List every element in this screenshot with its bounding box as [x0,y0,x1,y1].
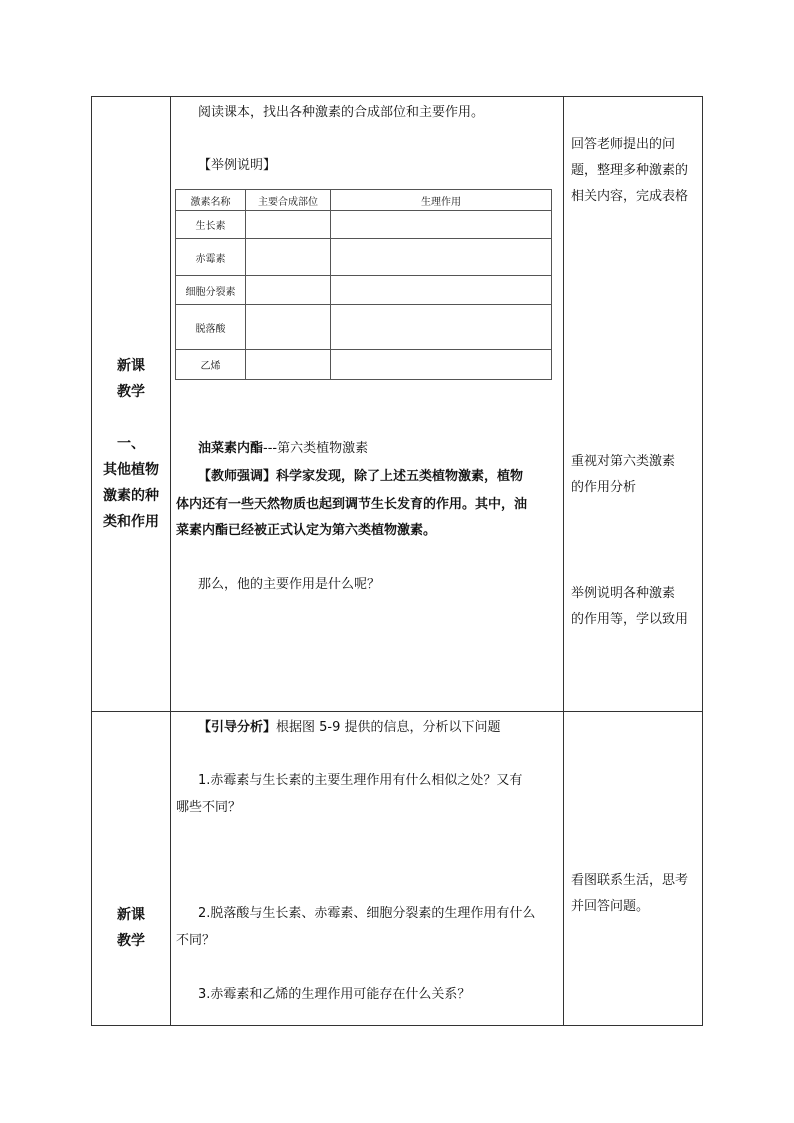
teacher-emphasis-line2: 体内还有一些天然物质也起到调节生长发育的作用。其中，油 [176,497,528,512]
question-2-line1: 2.脱落酸与生长素、赤霉素、细胞分裂素的生理作用有什么 [198,906,536,921]
intro-text: 阅读课本，找出各种激素的合成部位和主要作用。 [198,105,485,120]
table-row-label: 乙烯 [176,350,246,380]
table-row-label: 赤霉素 [176,239,246,276]
right-note-3: 举例说明各种激素 的作用等，学以致用 [571,586,689,627]
section2-left-label: 新课 教学 [117,907,145,949]
guide-analysis-label: 【引导分析】 [198,720,277,735]
table-header-effect: 生理作用 [331,190,552,211]
table-border-right [702,96,703,1026]
teacher-emphasis-label: 【教师强调】 [198,469,277,484]
question-1-line1: 1.赤霉素与生长素的主要生理作用有什么相似之处？又有 [198,773,523,788]
question-3: 3.赤霉素和乙烯的生理作用可能存在什么关系？ [198,987,471,1002]
right-note-4: 看图联系生活，思考 并回答问题。 [571,873,689,914]
table-divider-2 [563,96,564,1026]
table-cell-empty [246,276,331,305]
table-cell-empty [331,305,552,350]
sixth-hormone-title [198,440,368,458]
table-header-site: 主要合成部位 [246,190,331,211]
table-row-label: 生长素 [176,211,246,239]
table-row-label: 脱落酸 [176,305,246,350]
question-text: 那么，他的主要作用是什么呢？ [198,577,381,592]
table-cell-empty [331,211,552,239]
teacher-emphasis-line3: 菜素内酯已经被正式认定为第六类植物激素。 [176,523,437,538]
table-border-top [91,96,703,97]
table-cell-empty [331,239,552,276]
sixth-hormone-suffix: ---第六类植物激素 [263,441,369,456]
hormone-table [175,189,552,380]
table-cell-empty [246,350,331,380]
table-row-label: 细胞分裂素 [176,276,246,305]
question-2-line2: 不同？ [176,933,216,948]
table-cell-empty [246,305,331,350]
table-border-left [91,96,92,1026]
table-border-middle [91,711,703,712]
section1-left-label: 新课 教学 一、 其他植物 激素的种 类和作用 [103,358,159,530]
right-note-2: 重视对第六类激素 的作用分析 [571,454,676,495]
table-header-name: 激素名称 [176,190,246,211]
table-border-bottom [91,1025,703,1026]
table-cell-empty [246,211,331,239]
sixth-hormone-name: 油菜素内酯 [198,441,264,456]
table-divider-1 [170,96,171,1026]
example-heading: 【举例说明】 [198,158,277,173]
table-cell-empty [246,239,331,276]
table-cell-empty [331,350,552,380]
teacher-emphasis-line1: 【教师强调】科学家发现，除了上述五类植物激素，植物 [198,469,524,484]
right-note-1: 回答老师提出的问 题，整理多种激素的 相关内容，完成表格 [571,137,689,204]
question-1-line2: 哪些不同？ [176,800,242,815]
guide-analysis: 【引导分析】根据图 5-9 提供的信息，分析以下问题 [198,720,501,735]
table-cell-empty [331,276,552,305]
